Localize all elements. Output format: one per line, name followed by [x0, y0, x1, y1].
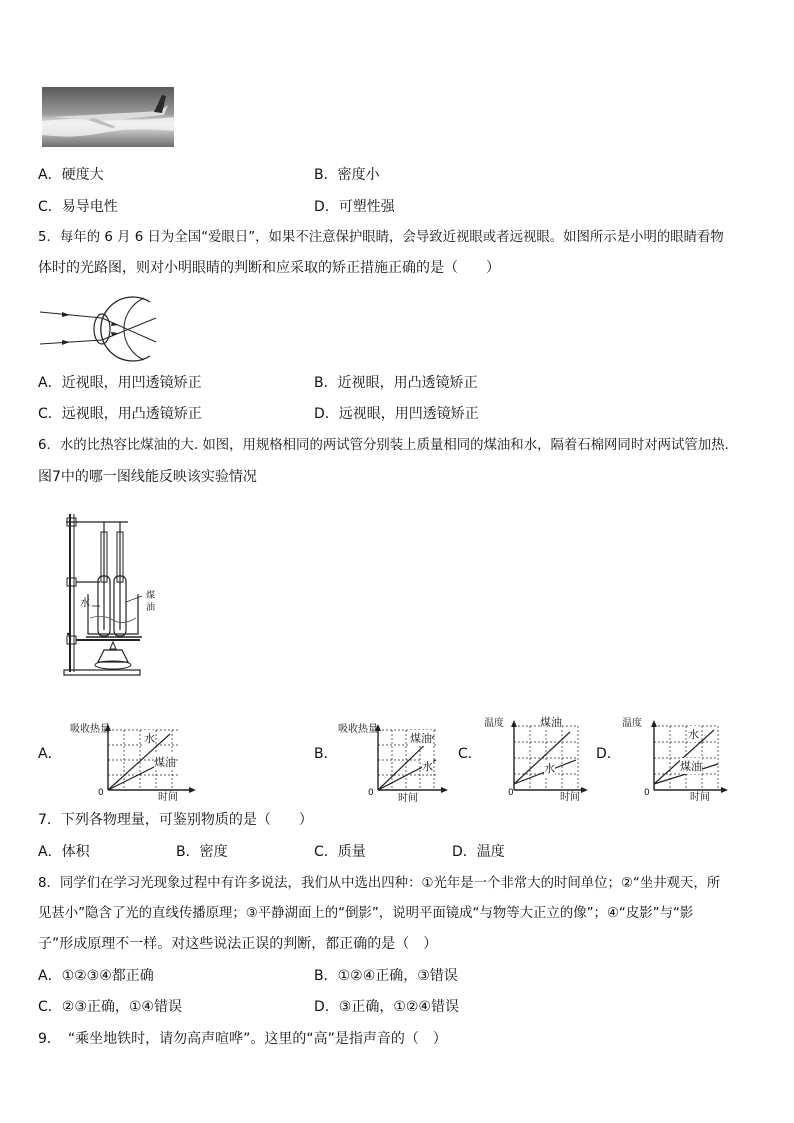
graph-c-xlabel: 时间	[560, 792, 580, 803]
graph-d-xlabel: 时间	[690, 792, 710, 803]
q5-option-d: D．远视眼，用凹透镜矫正	[314, 406, 479, 422]
q6-text-line-2: 图7中的哪一图线能反映该实验情况	[38, 469, 257, 485]
q8-text-line-3: 子”形成原理不一样。对这些说法正误的判断，都正确的是（ ）	[38, 936, 438, 952]
apparatus-label-water: 水	[80, 598, 90, 609]
q6-text-line-1: 6．水的比热容比煤油的大. 如图，用规格相同的两试管分别装上质量相同的煤油和水，隔着石棉网同时对两试管加热.	[38, 438, 729, 453]
q8-option-b: B．①②④正确，③错误	[314, 968, 458, 984]
airplane-photo	[42, 87, 174, 147]
graph-b-series-2: 水	[422, 760, 433, 773]
q6-option-b-letter: B．	[314, 746, 338, 762]
q8-option-c: C．②③正确，①④错误	[38, 999, 182, 1015]
q7-option-c: C．质量	[314, 844, 366, 860]
graph-b-xlabel: 时间	[398, 793, 418, 804]
graph-c-ylabel: 温度	[484, 718, 504, 729]
q8-text-line-2: 见甚小”隐含了光的直线传播原理；③平静湖面上的“倒影”，说明平面镜成“与物等大正立的像”；④“皮影”与“影	[38, 906, 694, 921]
graph-c-series-1: 煤油	[540, 716, 562, 729]
q7-option-b: B．密度	[176, 844, 228, 860]
q5-text-line-1: 5．每年的 6 月 6 日为全国“爱眼日”，如果不注意保护眼睛，会导致近视眼或者远视眼。如图所示是小明的眼睛看物	[38, 230, 724, 245]
graph-c-series-2: 水	[544, 762, 555, 775]
q8-option-d: D．③正确，①②④错误	[314, 999, 459, 1015]
graph-d-ylabel: 温度	[622, 718, 642, 729]
graph-b-series-1: 煤油	[410, 732, 432, 745]
graph-b	[338, 720, 448, 804]
graph-d-series-1: 水	[688, 728, 699, 741]
q4-option-d: D．可塑性强	[314, 199, 395, 215]
q5-option-b: B．近视眼，用凸透镜矫正	[314, 375, 478, 391]
q4-option-b: B．密度小	[314, 167, 380, 183]
q4-option-c: C．易导电性	[38, 199, 118, 215]
graph-a-ylabel: 吸收热量	[70, 724, 110, 735]
graph-a-series-1: 水	[144, 732, 155, 745]
graph-a-origin: 0	[98, 788, 104, 798]
q4-option-a: A．硬度大	[38, 167, 104, 183]
q5-option-c: C．远视眼，用凸透镜矫正	[38, 406, 202, 422]
apparatus-label-kerosene-1: 煤	[146, 591, 156, 601]
heating-apparatus-figure	[58, 510, 168, 680]
eye-ray-diagram	[40, 296, 164, 362]
graph-b-ylabel: 吸收热量	[338, 724, 378, 735]
graph-b-origin: 0	[368, 788, 374, 798]
q5-text-line-2: 体时的光路图，则对小明眼睛的判断和应采取的矫正措施正确的是（ ）	[38, 260, 500, 276]
apparatus-label-kerosene-2: 油	[146, 603, 156, 613]
q8-text-line-1: 8．同学们在学习光现象过程中有许多说法，我们从中选出四种：①光年是一个非常大的时间单位；②“坐井观天，所	[38, 876, 721, 891]
graph-c	[478, 714, 590, 803]
graph-c-origin: 0	[508, 788, 514, 798]
graph-d-series-2: 煤油	[680, 760, 702, 773]
q6-option-d-letter: D．	[596, 746, 621, 762]
q8-option-a: A．①②③④都正确	[38, 968, 154, 984]
q6-option-c-letter: C．	[458, 746, 482, 762]
q7-option-d: D．温度	[452, 844, 505, 860]
graph-a-series-2: 煤油	[154, 756, 176, 769]
q5-option-a: A．近视眼，用凹透镜矫正	[38, 375, 202, 391]
graph-a	[68, 720, 198, 800]
q9-text-line-1: 9． “乘坐地铁时，请勿高声喧哗”。这里的“高”是指声音的（ ）	[38, 1031, 447, 1047]
q7-text-line-1: 7．下列各物理量，可鉴别物质的是（ ）	[38, 812, 313, 828]
graph-a-xlabel: 时间	[158, 792, 178, 803]
q7-option-a: A．体积	[38, 844, 90, 860]
q6-option-a-letter: A．	[38, 746, 62, 762]
graph-d-origin: 0	[644, 788, 650, 798]
graph-d	[620, 714, 730, 803]
